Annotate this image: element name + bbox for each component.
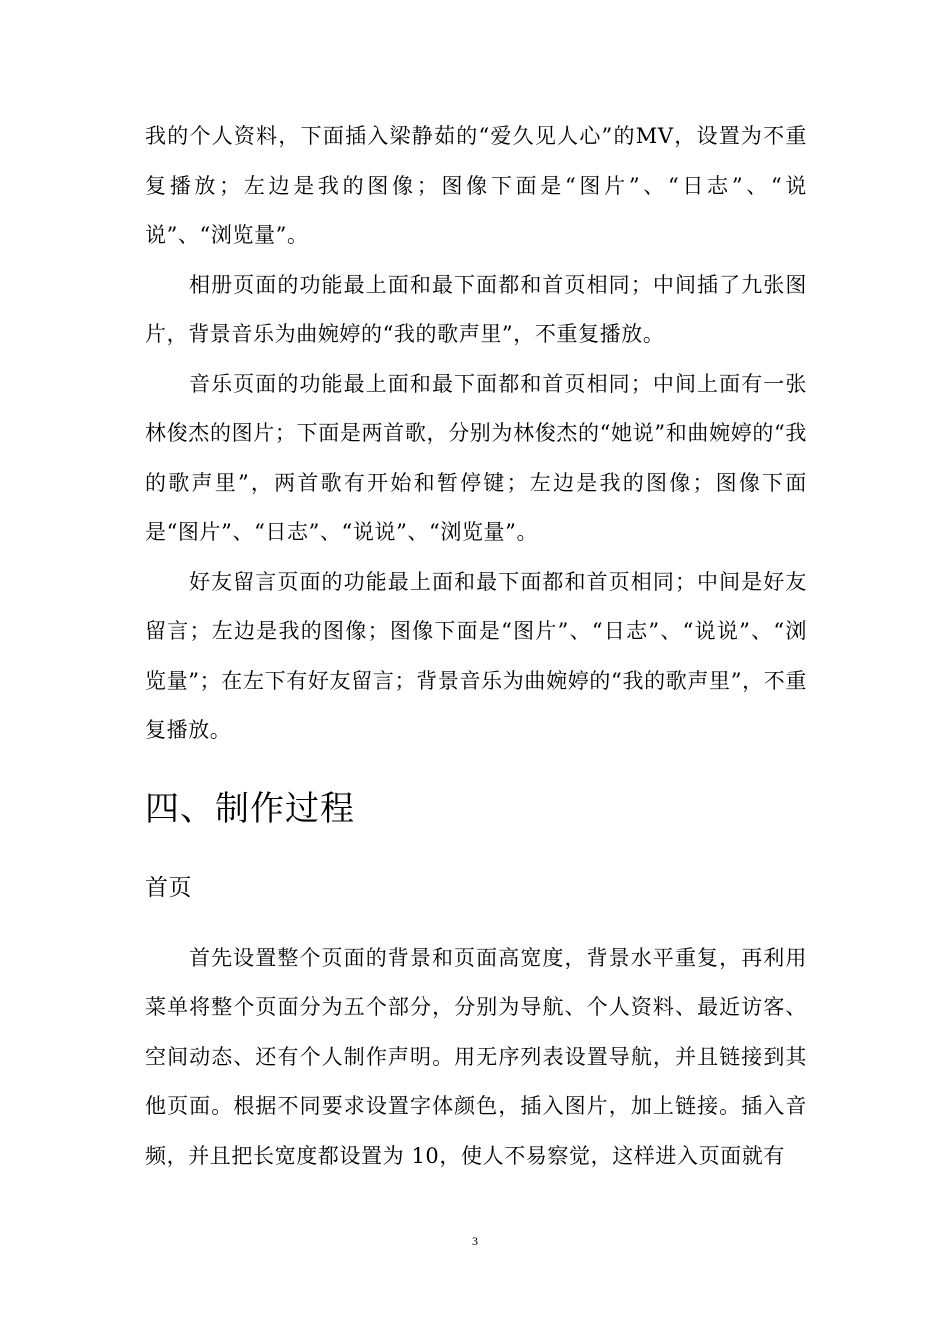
subheading-homepage: 首页 [145, 874, 192, 901]
page-content [145, 112, 807, 1181]
paragraph-profile: 我的个人资料，下面插入梁静茹的“爱久见人心”的MV，设置为不重复播放；左边是我的图像；图像下面是“图片”、“日志”、“说说”、“浏览量”。 [145, 124, 807, 247]
section-heading: 四、制作过程 [145, 788, 355, 829]
paragraph-homepage-process: 首先设置整个页面的背景和页面高宽度，背景水平重复，再利用菜单将整个页面分为五个部分，分别为导航、个人资料、最近访客、空间动态、还有个人制作声明。用无序列表设置导航，并且链接到其他页面。根据不同要求设置字体颜色，插入图片，加上链接。插入音频，并且把长宽度都设置为 10，使人不易察觉，这样进入页面就有 [145, 945, 807, 1168]
paragraph-album-page: 相册页面的功能最上面和最下面都和首页相同；中间插了九张图片，背景音乐为曲婉婷的“我的歌声里”，不重复播放。 [145, 272, 807, 346]
page-number: 3 [472, 1234, 478, 1248]
paragraph-music-page: 音乐页面的功能最上面和最下面都和首页相同；中间上面有一张林俊杰的图片；下面是两首歌，分别为林俊杰的“她说”和曲婉婷的“我的歌声里”，两首歌有开始和暂停键；左边是我的图像；图像下面是“图片”、“日志”、“说说”、“浏览量”。 [145, 371, 807, 544]
paragraph-guestbook-page: 好友留言页面的功能最上面和最下面都和首页相同；中间是好友留言；左边是我的图像；图像下面是“图片”、“日志”、“说说”、“浏览量”；在左下有好友留言；背景音乐为曲婉婷的“我的歌声里”，不重复播放。 [145, 569, 807, 742]
